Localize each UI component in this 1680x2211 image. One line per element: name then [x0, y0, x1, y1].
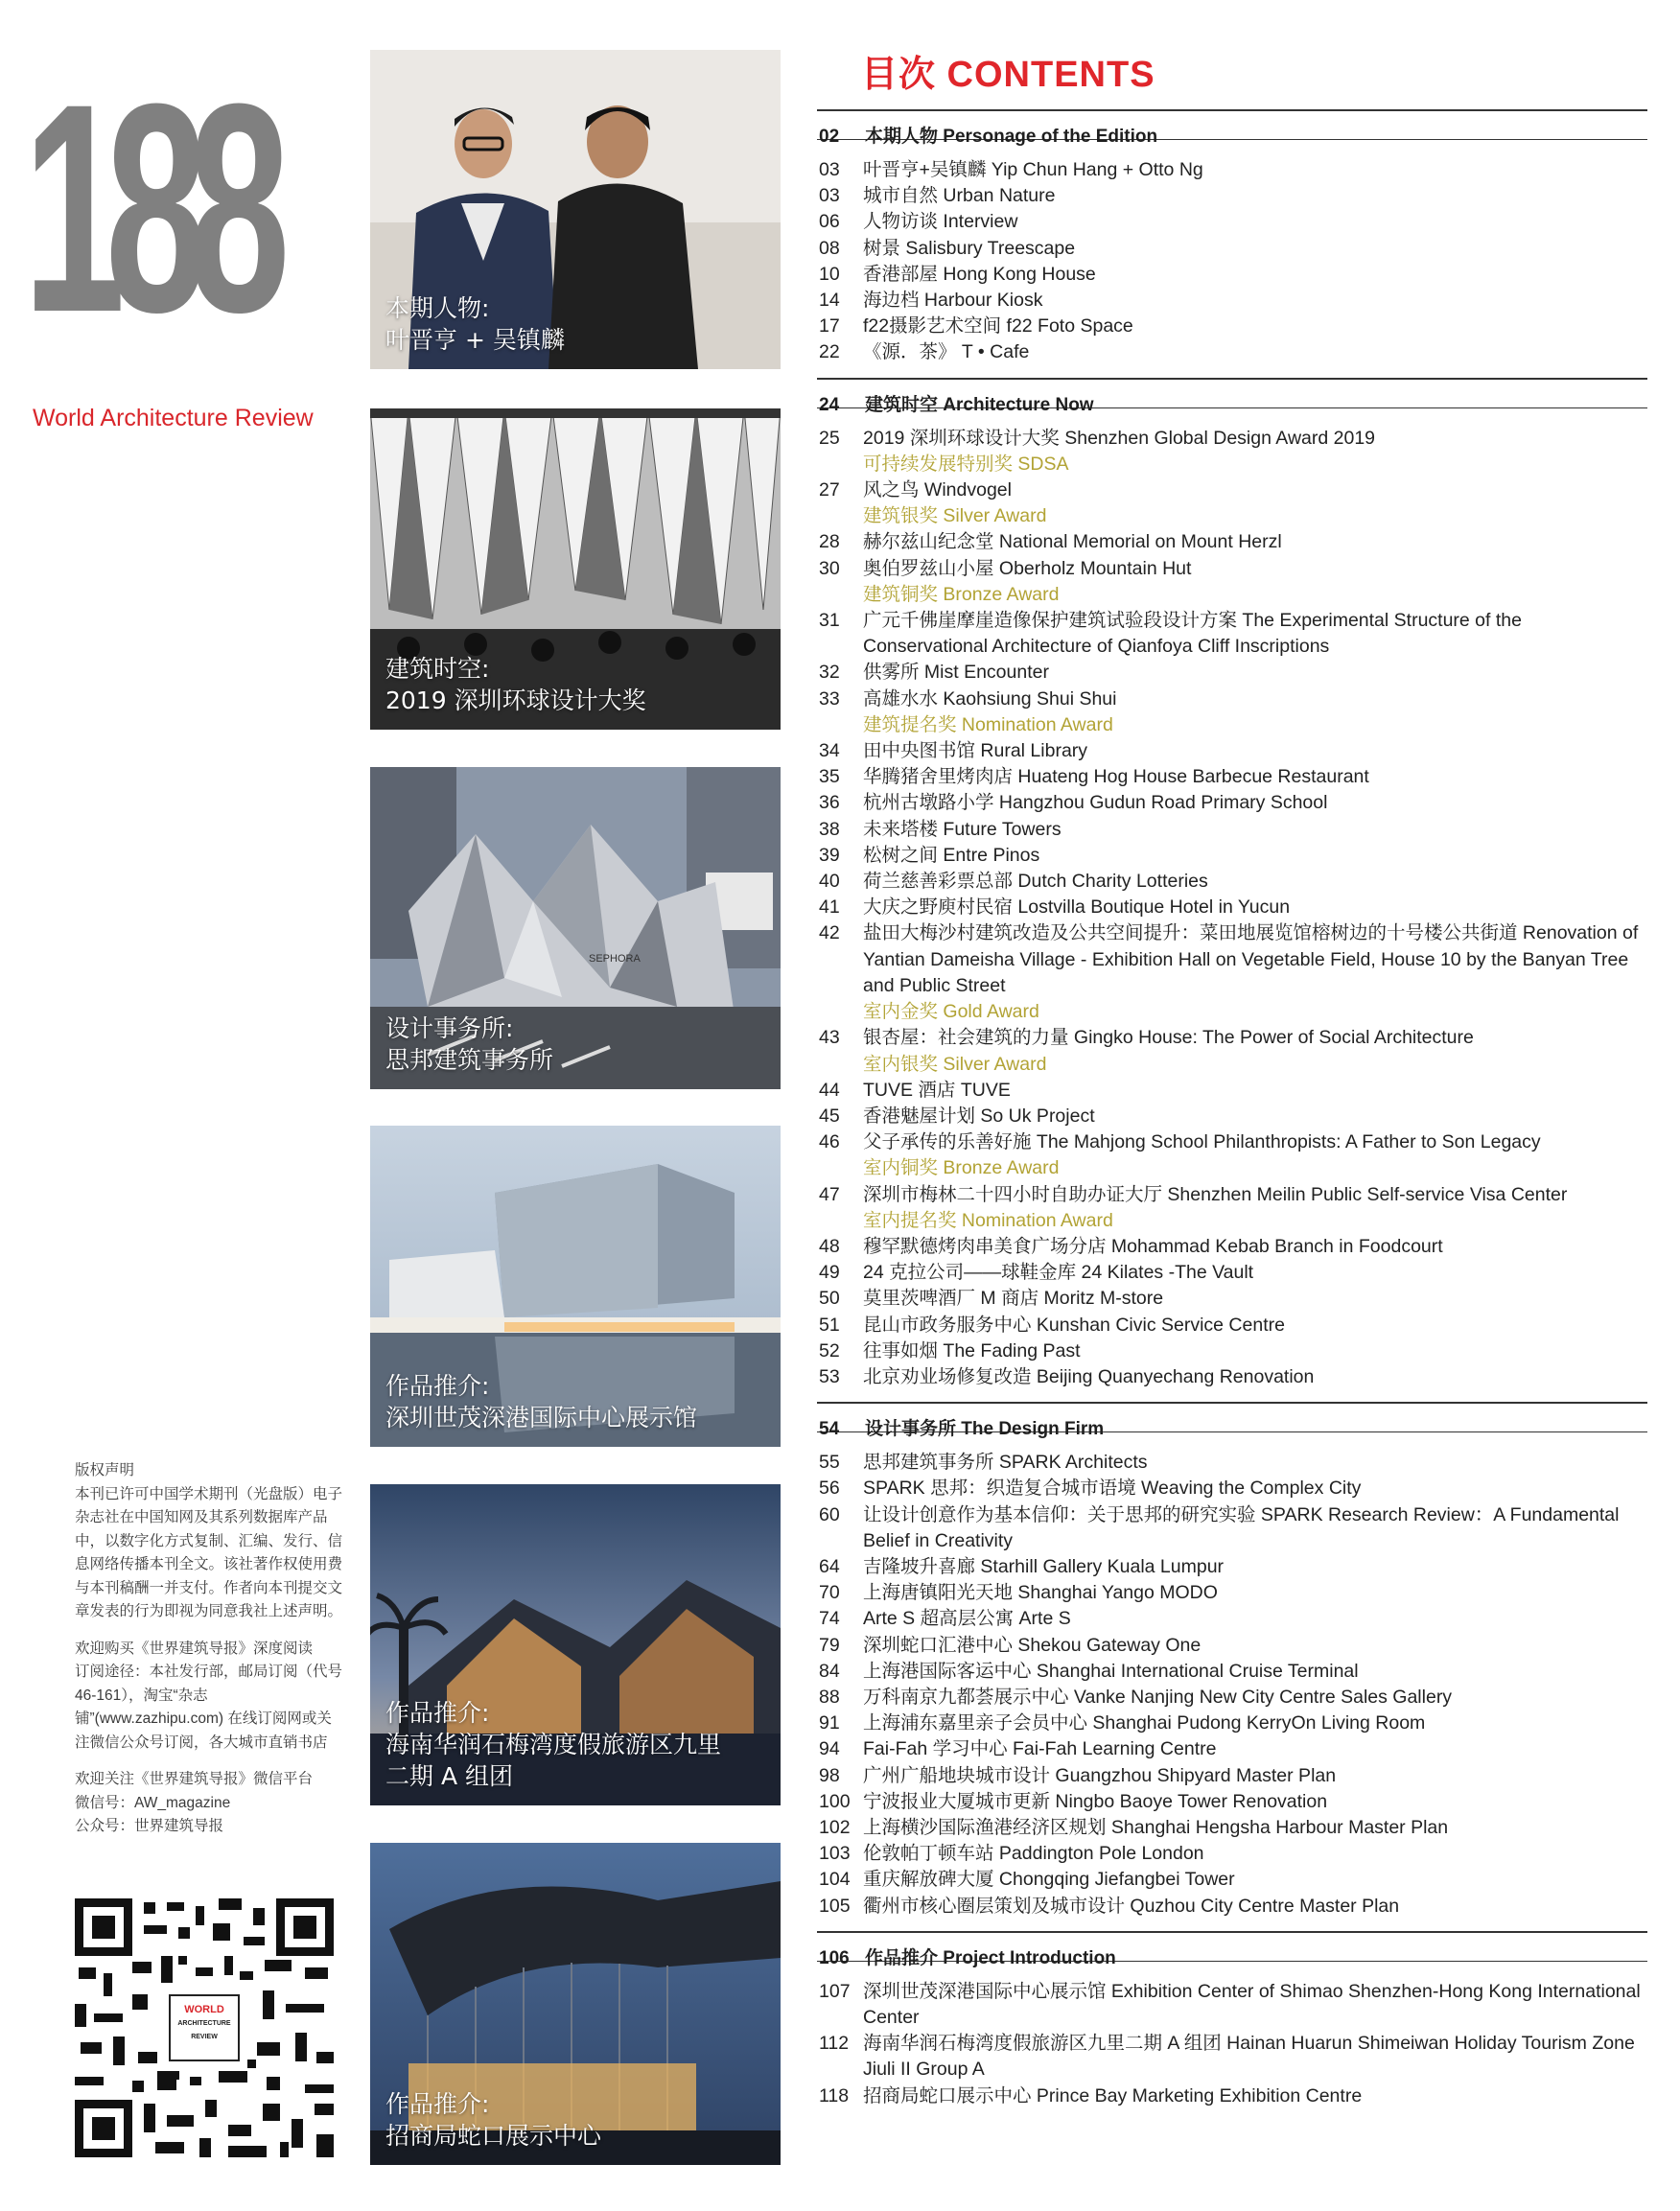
entry-title: 上海浦东嘉里亲子会员中心 Shanghai Pudong KerryOn Living Room: [863, 1712, 1426, 1734]
toc-entry[interactable]: [817, 1606, 1647, 1632]
entry-title: 建筑提名奖 Nomination Award: [863, 713, 1113, 735]
section-page-number: 54: [819, 1419, 840, 1440]
photo-caption: [385, 653, 646, 716]
entry-title: 让设计创意作为基本信仰：关于思邦的研究实验 SPARK Research Review：A Fundamental Belief in Creativity: [863, 1503, 1620, 1551]
toc-entry[interactable]: [817, 183, 1647, 209]
toc-entry[interactable]: [817, 556, 1647, 582]
award-label: [817, 1208, 1647, 1234]
toc-entry[interactable]: [817, 764, 1647, 790]
qr-logo: [169, 1994, 240, 2061]
entry-page-number: 48: [819, 1235, 840, 1257]
toc-entry[interactable]: [817, 1502, 1647, 1554]
entry-page-number: 51: [819, 1314, 840, 1336]
award-label: [817, 999, 1647, 1025]
entry-page-number: [817, 999, 863, 1025]
toc-entry[interactable]: [817, 1685, 1647, 1711]
entry-title: 奥伯罗兹山小屋 Oberholz Mountain Hut: [863, 557, 1192, 579]
caption-line: 作品推介:: [385, 1699, 490, 1727]
qr-logo-line: WORLD: [184, 2004, 224, 2015]
toc-entry[interactable]: [817, 1104, 1647, 1129]
entry-title: 衢州市核心圈层策划及城市设计 Quzhou City Centre Master Plan: [863, 1895, 1400, 1917]
entry-page-number: 49: [819, 1262, 840, 1284]
qr-logo-line: REVIEW: [191, 2034, 218, 2040]
section-title: 建筑时空 Architecture Now: [865, 394, 1094, 415]
entry-page-number: 32: [819, 662, 840, 684]
entry-title: 深圳蛇口汇港中心 Shekou Gateway One: [863, 1634, 1202, 1656]
caption-line: 叶晋亨 + 吴镇麟: [385, 326, 565, 354]
toc-entry[interactable]: [817, 1867, 1647, 1893]
toc-entry[interactable]: [817, 1364, 1647, 1390]
toc-entry[interactable]: [817, 262, 1647, 288]
subscription-info: 欢迎购买《世界建筑导报》深度阅读 订阅途径：本社发行部，邮局订阅（代号 46-161），淘宝“杂志铺”(www.zazhipu.com) 在线订阅网或关注微信公众号订阅，各大城市直销书店: [75, 1640, 343, 1751]
toc-entry[interactable]: [817, 660, 1647, 686]
entry-title: 人物访谈 Interview: [863, 211, 1018, 233]
entry-page-number: [817, 452, 863, 477]
entry-title: 建筑铜奖 Bronze Award: [863, 583, 1060, 605]
entry-page-number: [817, 1155, 863, 1181]
entry-page-number: 41: [819, 896, 840, 919]
toc-entry[interactable]: [817, 157, 1647, 183]
issue-number: 188: [23, 41, 270, 374]
photo-caption: [385, 292, 565, 356]
toc-entry[interactable]: [817, 1554, 1647, 1580]
entry-title: f22摄影艺术空间 f22 Foto Space: [863, 315, 1133, 337]
toc-entry[interactable]: [817, 895, 1647, 920]
entry-title: 思邦建筑事务所 SPARK Architects: [863, 1452, 1148, 1474]
entry-title: 招商局蛇口展示中心 Prince Bay Marketing Exhibition Centre: [863, 2084, 1363, 2106]
entry-title: 北京劝业场修复改造 Beijing Quanyechang Renovation: [863, 1365, 1315, 1387]
toc-entry[interactable]: [817, 1659, 1647, 1685]
toc-entry[interactable]: [817, 529, 1647, 555]
award-label: [817, 1052, 1647, 1078]
entry-title: 未来塔楼 Future Towers: [863, 818, 1062, 840]
entry-title: 广元千佛崖摩崖造像保护建筑试验段设计方案 The Experimental Structure of the Conservational Architecture of Qianfoya Cliff Inscriptions: [863, 610, 1522, 658]
photo-caption: [385, 1370, 697, 1433]
toc-entry[interactable]: [817, 426, 1647, 452]
entry-title: 上海港国际客运中心 Shanghai International Cruise Terminal: [863, 1660, 1359, 1682]
caption-line: 本期人物:: [385, 294, 490, 322]
entry-title: 风之鸟 Windvogel: [863, 479, 1012, 501]
qr-logo-line: ARCHITECTURE: [177, 2020, 231, 2027]
entry-title: 华腾猪舍里烤肉店 Huateng Hog House Barbecue Restaurant: [863, 766, 1369, 788]
toc-entry[interactable]: [817, 869, 1647, 895]
photo-caption: [385, 1697, 721, 1792]
entry-page-number: 14: [819, 290, 840, 312]
entry-title: 昆山市政务服务中心 Kunshan Civic Service Centre: [863, 1314, 1285, 1336]
toc-entry[interactable]: [817, 1313, 1647, 1338]
photo-card-architecture-now[interactable]: [370, 408, 781, 730]
toc-entry[interactable]: [817, 1841, 1647, 1867]
section-gap: [817, 1920, 1647, 1931]
entry-page-number: 60: [819, 1503, 840, 1525]
caption-line: 海南华润石梅湾度假旅游区九里: [385, 1731, 722, 1758]
caption-line: 建筑时空:: [385, 655, 490, 683]
entry-page-number: 22: [819, 341, 840, 363]
toc-entry[interactable]: [817, 2083, 1647, 2109]
entry-title: 重庆解放碑大厦 Chongqing Jiefangbei Tower: [863, 1869, 1235, 1891]
entry-title: 大庆之野庾村民宿 Lostvilla Boutique Hotel in Yucun: [863, 896, 1291, 919]
caption-line: 作品推介:: [385, 1372, 490, 1400]
entry-title: 室内提名奖 Nomination Award: [863, 1209, 1113, 1231]
section-header[interactable]: [817, 378, 1647, 415]
photo-card-design-firm[interactable]: [370, 767, 781, 1089]
entry-page-number: 112: [819, 2033, 850, 2055]
toc-entry[interactable]: [817, 314, 1647, 339]
toc-entry[interactable]: [817, 608, 1647, 660]
toc-entry[interactable]: [817, 1450, 1647, 1476]
entry-page-number: 10: [819, 263, 840, 285]
entry-title: 田中央图书馆 Rural Library: [863, 740, 1088, 762]
entry-page-number: 03: [819, 159, 840, 180]
entry-page-number: 64: [819, 1555, 840, 1577]
entry-title: 香港魅屋计划 So Uk Project: [863, 1105, 1095, 1127]
caption-line: 设计事务所:: [385, 1014, 514, 1042]
entry-title: 叶晋亨+吴镇麟 Yip Chun Hang + Otto Ng: [863, 159, 1203, 180]
entry-title: SPARK 思邦：织造复合城市语境 Weaving the Complex City: [863, 1478, 1362, 1500]
copyright-paragraph: 版权声明 本刊已许可中国学术期刊（光盘版）电子杂志社在中国知网及其系列数据库产品中，以数字化方式复制、汇编、发行、信息网络传播本刊全文。该社著作权使用费与本刊稿酬一并支付。作者向本刊提交文章发表的行为即视为同意我社上述声明。: [75, 1462, 343, 1619]
photo-card-hainan[interactable]: [370, 1484, 781, 1805]
entry-title: 建筑银奖 Silver Award: [863, 505, 1047, 527]
entry-page-number: 52: [819, 1339, 840, 1362]
section-header[interactable]: [817, 1931, 1647, 1968]
entry-page-number: 08: [819, 237, 840, 259]
section-title: 设计事务所 The Design Firm: [865, 1419, 1105, 1440]
sephora-sign: SEPHORA: [589, 953, 641, 965]
wechat-info: 欢迎关注《世界建筑导报》微信平台 微信号：AW_magazine 公众号：世界建筑导报: [75, 1771, 314, 1834]
photo-caption: [385, 2088, 601, 2152]
section-title: 作品推介 Project Introduction: [865, 1947, 1116, 1968]
magazine-title: World Architecture Review: [33, 405, 314, 431]
toc-entry[interactable]: [817, 1580, 1647, 1606]
entry-page-number: 102: [819, 1816, 851, 1838]
caption-line: 作品推介:: [385, 2090, 490, 2118]
toc-entry[interactable]: [817, 1260, 1647, 1286]
entry-page-number: 94: [819, 1738, 840, 1760]
entry-page-number: 100: [819, 1790, 851, 1812]
section-gap: [817, 366, 1647, 378]
toc-entry[interactable]: [817, 1763, 1647, 1789]
contents-heading: 目次 CONTENTS: [861, 55, 1155, 95]
award-label: [817, 452, 1647, 477]
entry-title: 万科南京九都荟展示中心 Vanke Nanjing New City Centre Sales Gallery: [863, 1686, 1453, 1708]
entry-title: 宁波报业大厦城市更新 Ningbo Baoye Tower Renovation: [863, 1790, 1328, 1812]
toc-entry[interactable]: [817, 1815, 1647, 1841]
caption-line: 深圳世茂深港国际中心展示馆: [385, 1404, 698, 1431]
toc-entry[interactable]: [817, 1182, 1647, 1208]
toc-entry[interactable]: [817, 1129, 1647, 1155]
entry-page-number: 53: [819, 1365, 840, 1387]
entry-title: 24 克拉公司——球鞋金库 24 Kilates -The Vault: [863, 1262, 1254, 1284]
entry-page-number: 03: [819, 185, 840, 207]
entry-page-number: [817, 1208, 863, 1234]
entry-page-number: 42: [819, 922, 840, 944]
award-label: [817, 712, 1647, 738]
entry-title: 可持续发展特别奖 SDSA: [863, 453, 1069, 475]
toc-entry[interactable]: [817, 2031, 1647, 2083]
section-page-number: 02: [819, 127, 840, 147]
entry-page-number: 28: [819, 531, 840, 553]
entry-page-number: 50: [819, 1288, 840, 1310]
entry-page-number: 70: [819, 1582, 840, 1604]
toc-entry[interactable]: [817, 1476, 1647, 1501]
caption-line: 思邦建筑事务所: [385, 1046, 554, 1074]
caption-line: 2019 深圳环球设计大奖: [385, 687, 646, 714]
toc-entry[interactable]: [817, 339, 1647, 365]
qr-code[interactable]: [75, 1898, 334, 2157]
toc-entry[interactable]: [817, 920, 1647, 999]
copyright-notice: [75, 1459, 343, 1852]
entry-page-number: 105: [819, 1895, 851, 1917]
entry-page-number: [817, 503, 863, 529]
entry-page-number: 25: [819, 427, 840, 449]
entry-title: 供雾所 Mist Encounter: [863, 662, 1049, 684]
entry-page-number: 104: [819, 1869, 851, 1891]
entry-title: 赫尔兹山纪念堂 National Memorial on Mount Herzl: [863, 531, 1282, 553]
toc-entry[interactable]: [817, 1338, 1647, 1364]
photo-card-personage[interactable]: [370, 50, 781, 369]
toc-entry[interactable]: [817, 1736, 1647, 1762]
entry-page-number: [817, 1052, 863, 1078]
entry-title: 树景 Salisbury Treescape: [863, 237, 1076, 259]
entry-page-number: 39: [819, 844, 840, 866]
entry-page-number: 91: [819, 1712, 840, 1734]
entry-title: 海边档 Harbour Kiosk: [863, 290, 1043, 312]
entry-title: 上海唐镇阳光天地 Shanghai Yango MODO: [863, 1582, 1218, 1604]
entry-page-number: [817, 712, 863, 738]
section-gap: [817, 1390, 1647, 1402]
entry-page-number: 45: [819, 1105, 840, 1127]
entry-title: Arte S 超高层公寓 Arte S: [863, 1608, 1071, 1630]
toc-entry[interactable]: [817, 1286, 1647, 1312]
entry-title: 深圳市梅林二十四小时自助办证大厅 Shenzhen Meilin Public Self-service Visa Center: [863, 1183, 1568, 1205]
photo-caption: [385, 1012, 553, 1076]
entry-page-number: 06: [819, 211, 840, 233]
entry-page-number: 74: [819, 1608, 840, 1630]
section-header[interactable]: [817, 109, 1647, 147]
caption-line: 招商局蛇口展示中心: [385, 2122, 602, 2150]
entry-page-number: 36: [819, 792, 840, 814]
toc-entry[interactable]: [817, 209, 1647, 235]
entry-title: 《源．茶》 T • Cafe: [863, 341, 1030, 363]
award-label: [817, 1155, 1647, 1181]
toc-entry[interactable]: [817, 687, 1647, 712]
entry-page-number: 103: [819, 1843, 851, 1865]
entry-page-number: 118: [819, 2084, 850, 2106]
entry-title: 往事如烟 The Fading Past: [863, 1339, 1081, 1362]
toc-entry[interactable]: [817, 288, 1647, 314]
entry-page-number: 43: [819, 1027, 840, 1049]
toc-entry[interactable]: [817, 236, 1647, 262]
toc-entry[interactable]: [817, 1234, 1647, 1260]
toc-entry[interactable]: [817, 1025, 1647, 1051]
entry-page-number: 27: [819, 479, 840, 501]
toc-entry[interactable]: [817, 1078, 1647, 1104]
entry-title: 父子承传的乐善好施 The Mahjong School Philanthropists: A Father to Son Legacy: [863, 1131, 1541, 1153]
entry-page-number: 38: [819, 818, 840, 840]
entry-page-number: 44: [819, 1079, 840, 1101]
entry-title: 杭州古墩路小学 Hangzhou Gudun Road Primary School: [863, 792, 1328, 814]
toc-entry[interactable]: [817, 1633, 1647, 1659]
entry-page-number: 30: [819, 557, 840, 579]
entry-title: 海南华润石梅湾度假旅游区九里二期 A 组团 Hainan Huarun Shimeiwan Holiday Tourism Zone Jiuli II Group A: [863, 2033, 1635, 2081]
entry-title: 上海横沙国际渔港经济区规划 Shanghai Hengsha Harbour Master Plan: [863, 1816, 1449, 1838]
award-label: [817, 503, 1647, 529]
entry-title: 伦敦帕丁顿车站 Paddington Pole London: [863, 1843, 1204, 1865]
entry-title: 盐田大梅沙村建筑改造及公共空间提升：菜田地展览馆榕树边的十号楼公共街道 Renovation of Yantian Dameisha Village - Exhibition Hall on Vegetable Field, House 10 by the Banyan Tree and Public Street: [863, 922, 1639, 996]
entry-page-number: 17: [819, 315, 840, 337]
toc-entry[interactable]: [817, 1894, 1647, 1920]
toc-entry[interactable]: [817, 817, 1647, 843]
entry-title: 荷兰慈善彩票总部 Dutch Charity Lotteries: [863, 871, 1208, 893]
entry-page-number: 98: [819, 1764, 840, 1786]
toc-entry[interactable]: [817, 1789, 1647, 1815]
entry-title: TUVE 酒店 TUVE: [863, 1079, 1011, 1101]
toc-entry[interactable]: [817, 1979, 1647, 2031]
toc-entry[interactable]: [817, 843, 1647, 869]
entry-title: 穆罕默德烤肉串美食广场分店 Mohammad Kebab Branch in Foodcourt: [863, 1235, 1443, 1257]
entry-page-number: 55: [819, 1452, 840, 1474]
entry-page-number: 88: [819, 1686, 840, 1708]
entry-title: 广州广船地块城市设计 Guangzhou Shipyard Master Plan: [863, 1764, 1337, 1786]
toc-entry[interactable]: [817, 790, 1647, 816]
entry-page-number: 79: [819, 1634, 840, 1656]
entry-page-number: 56: [819, 1478, 840, 1500]
photo-card-shimao[interactable]: [370, 1126, 781, 1447]
entry-title: 吉隆坡升喜廊 Starhill Gallery Kuala Lumpur: [863, 1555, 1225, 1577]
entry-page-number: 35: [819, 766, 840, 788]
entry-title: 室内金奖 Gold Award: [863, 1001, 1039, 1023]
section-page-number: 24: [819, 394, 840, 415]
section-title: 本期人物 Personage of the Edition: [865, 127, 1158, 147]
entry-title: 松树之间 Entre Pinos: [863, 844, 1040, 866]
award-label: [817, 582, 1647, 608]
entry-title: 室内铜奖 Bronze Award: [863, 1157, 1060, 1179]
entry-page-number: 34: [819, 740, 840, 762]
entry-title: Fai-Fah 学习中心 Fai-Fah Learning Centre: [863, 1738, 1217, 1760]
entry-title: 香港部屋 Hong Kong House: [863, 263, 1096, 285]
entry-title: 莫里茨啤酒厂 M 商店 Moritz M-store: [863, 1288, 1164, 1310]
entry-page-number: [817, 582, 863, 608]
entry-title: 银杏屋：社会建筑的力量 Gingko House: The Power of Social Architecture: [863, 1027, 1474, 1049]
table-of-contents: [817, 109, 1647, 2109]
caption-line: 二期 A 组团: [385, 1762, 513, 1790]
entry-title: 城市自然 Urban Nature: [863, 185, 1056, 207]
toc-entry[interactable]: [817, 477, 1647, 503]
section-page-number: 106: [819, 1947, 850, 1968]
entry-title: 2019 深圳环球设计大奖 Shenzhen Global Design Award 2019: [863, 427, 1376, 449]
entry-page-number: 84: [819, 1660, 840, 1682]
entry-title: 深圳世茂深港国际中心展示馆 Exhibition Center of Shimao Shenzhen-Hong Kong International Center: [863, 1980, 1641, 2028]
entry-page-number: 31: [819, 610, 840, 632]
toc-entry[interactable]: [817, 1711, 1647, 1736]
section-header[interactable]: [817, 1402, 1647, 1440]
photo-card-prince-bay[interactable]: [370, 1843, 781, 2165]
toc-entry[interactable]: [817, 738, 1647, 764]
entry-title: 高雄水水 Kaohsiung Shui Shui: [863, 687, 1117, 710]
entry-page-number: 40: [819, 871, 840, 893]
entry-page-number: 46: [819, 1131, 840, 1153]
entry-page-number: 107: [819, 1980, 851, 2002]
entry-title: 室内银奖 Silver Award: [863, 1053, 1047, 1075]
entry-page-number: 33: [819, 687, 840, 710]
entry-page-number: 47: [819, 1183, 840, 1205]
